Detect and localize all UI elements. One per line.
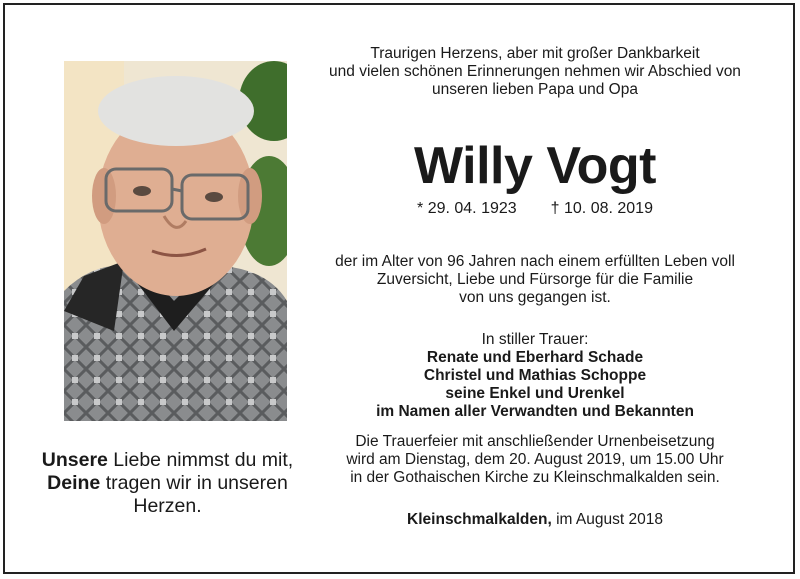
mourner-line: Christel und Mathias Schoppe	[423, 367, 647, 384]
deceased-name: Willy Vogt	[414, 137, 656, 195]
intro-line: unseren lieben Papa und Opa	[432, 81, 638, 98]
mourner-line: seine Enkel und Urenkel	[445, 385, 625, 402]
portrait-photo	[64, 61, 287, 421]
place-date	[310, 511, 760, 529]
funeral-line: Die Trauerfeier mit anschließender Urnenbeisetzung	[355, 433, 715, 450]
mourner-line: Renate und Eberhard Schade	[426, 349, 644, 366]
quote-line2-bold: Deine	[47, 472, 101, 494]
passing-line: Zuversicht, Liebe und Fürsorge für die Familie	[376, 271, 694, 288]
memorial-quote	[20, 449, 315, 518]
quote-line2-rest: tragen wir in unseren	[100, 472, 288, 494]
intro-line: Traurigen Herzens, aber mit großer Dankbarkeit	[370, 45, 700, 62]
mourner-line: im Namen aller Verwandten und Bekannten	[376, 403, 694, 420]
mourners-block	[310, 331, 760, 421]
place-city: Kleinschmalkalden,	[407, 511, 552, 528]
mourning-heading: In stiller Trauer:	[481, 331, 589, 348]
life-dates	[310, 199, 760, 219]
intro-line: und vielen schönen Erinnerungen nehmen wir Abschied von	[329, 63, 741, 80]
birth-date: * 29. 04. 1923	[417, 200, 517, 217]
intro-text	[310, 45, 760, 99]
quote-line3: Herzen.	[133, 495, 202, 517]
funeral-info	[310, 433, 760, 487]
passing-line: der im Alter von 96 Jahren nach einem erfüllten Leben voll	[335, 253, 735, 270]
funeral-line: wird am Dienstag, dem 20. August 2019, um 15.00 Uhr	[346, 451, 724, 468]
passing-line: von uns gegangen ist.	[459, 289, 611, 306]
funeral-line: in der Gothaischen Kirche zu Kleinschmalkalden sein.	[350, 469, 720, 486]
quote-line1-rest: Liebe nimmst du mit,	[107, 449, 294, 471]
place-date-text: im August 2018	[551, 511, 663, 528]
quote-line1-bold: Unsere	[41, 449, 108, 471]
passing-text	[310, 253, 760, 307]
death-date: † 10. 08. 2019	[550, 200, 653, 217]
